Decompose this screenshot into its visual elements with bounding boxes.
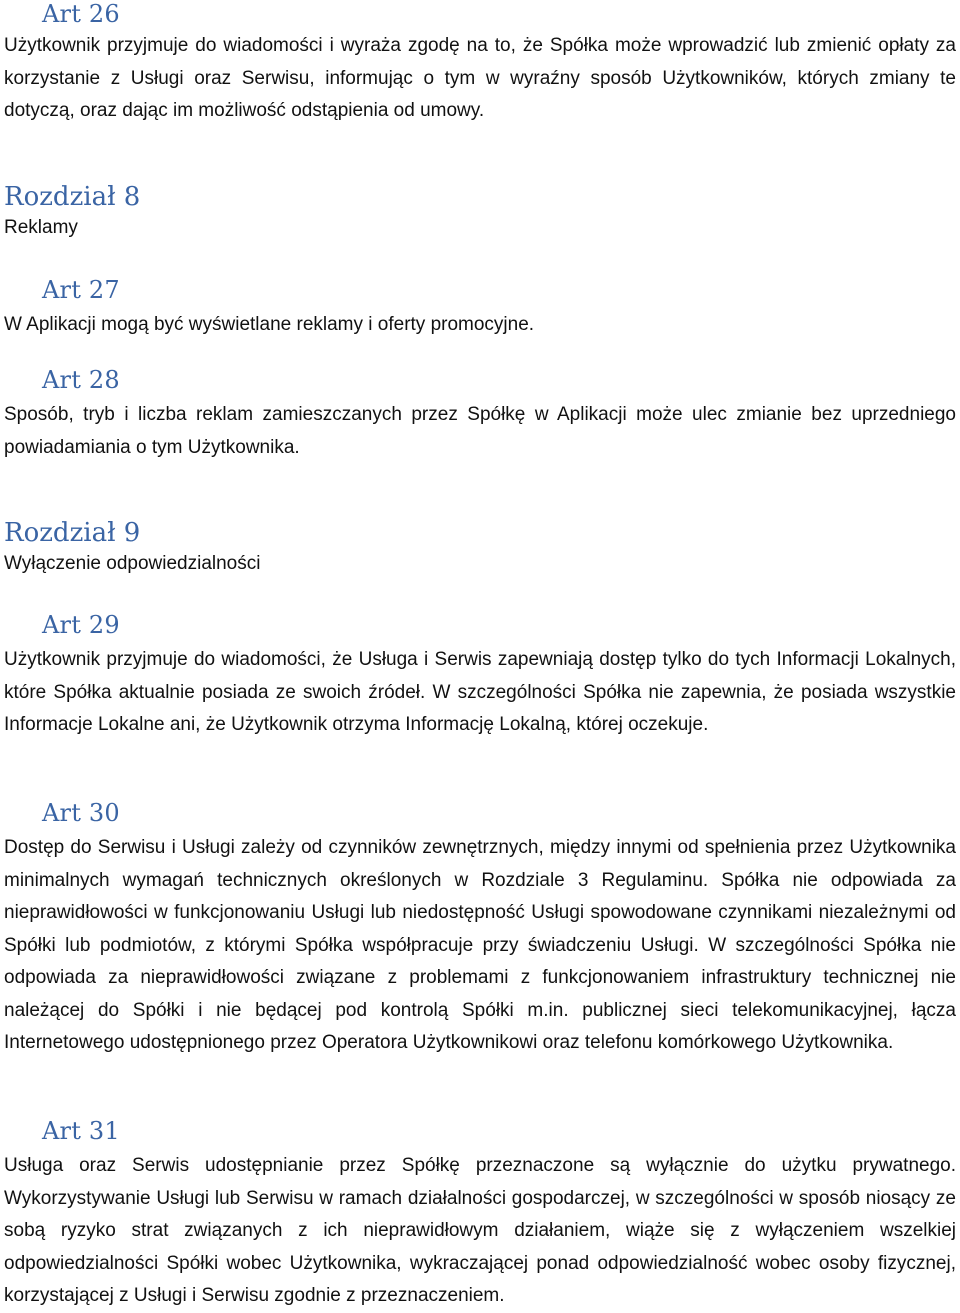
article-28 <box>4 366 956 464</box>
article-heading: Art 28 <box>42 366 120 394</box>
article-31 <box>4 1117 956 1313</box>
chapter-subtitle: Reklamy <box>4 217 78 238</box>
article-text: Użytkownik przyjmuje do wiadomości i wyraża zgodę na to, że Spółka może wprowadzić lub zmienić opłaty za korzystanie z Usługi oraz Serwisu, informując o tym w wyraźny sposób Użytkowników, których zmiany te dotyczą, oraz dając im możliwość odstąpienia od umowy. <box>4 35 956 121</box>
article-text: Użytkownik przyjmuje do wiadomości, że Usługa i Serwis zapewniają dostęp tylko do tych Informacji Lokalnych, które Spółka aktualnie posiada ze swoich źródeł. W szczególności Spółka nie zapewnia, że posiada wszystkie Informacje Lokalne ani, że Użytkownik otrzyma Informację Lokalną, której oczekuje. <box>4 649 956 735</box>
chapter-8 <box>4 182 956 244</box>
article-text: Usługa oraz Serwis udostępnianie przez Spółkę przeznaczone są wyłącznie do użytku prywatnego. Wykorzystywanie Usługi lub Serwisu w ramach działalności gospodarczej, w szczególności w sposób niosący ze sobą ryzyko strat związanych z ich nieprawidłowym działaniem, wiąże się z wyłączeniem wszelkiej odpowiedzialności Spółki wobec Użytkownika, wykraczającej ponad odpowiedzialność wobec osoby fizycznej, korzystającej z Usługi i Serwisu zgodnie z przeznaczeniem. <box>4 1155 956 1306</box>
article-heading: Art 31 <box>42 1117 120 1145</box>
chapter-subtitle: Wyłączenie odpowiedzialności <box>4 553 261 574</box>
chapter-heading: Rozdział 9 <box>4 518 141 548</box>
article-text: Sposób, tryb i liczba reklam zamieszczanych przez Spółkę w Aplikacji może ulec zmianie bez uprzedniego powiadamiania o tym Użytkownika. <box>4 404 956 458</box>
article-heading: Art 30 <box>42 799 120 827</box>
article-26 <box>4 0 956 128</box>
article-heading: Art 29 <box>42 611 120 639</box>
chapter-9 <box>4 518 956 580</box>
article-heading: Art 26 <box>42 0 120 28</box>
article-heading: Art 27 <box>42 276 120 304</box>
article-text: W Aplikacji mogą być wyświetlane reklamy i oferty promocyjne. <box>4 314 535 335</box>
article-30 <box>4 799 956 1060</box>
article-29 <box>4 611 956 742</box>
chapter-heading: Rozdział 8 <box>4 182 141 212</box>
article-text: Dostęp do Serwisu i Usługi zależy od czynników zewnętrznych, między innymi od spełnienia przez Użytkownika minimalnych wymagań technicznych określonych w Rozdziale 3 Regulaminu. Spółka nie odpowiada za nieprawidłowości w funkcjonowaniu Usługi lub niedostępność Usługi spowodowane czynnikami niezależnymi od Spółki lub podmiotów, z którymi Spółka współpracuje przy świadczeniu Usługi. W szczególności Spółka nie odpowiada za nieprawidłowości związane z problemami z funkcjonowaniem infrastruktury technicznej nie należącej do Spółki i nie będącej pod kontrolą Spółki m.in. publicznej sieci telekomunikacyjnej, łącza Internetowego udostępnionego przez Operatora Użytkownikowi oraz telefonu komórkowego Użytkownika. <box>4 837 956 1053</box>
article-27 <box>4 276 956 342</box>
